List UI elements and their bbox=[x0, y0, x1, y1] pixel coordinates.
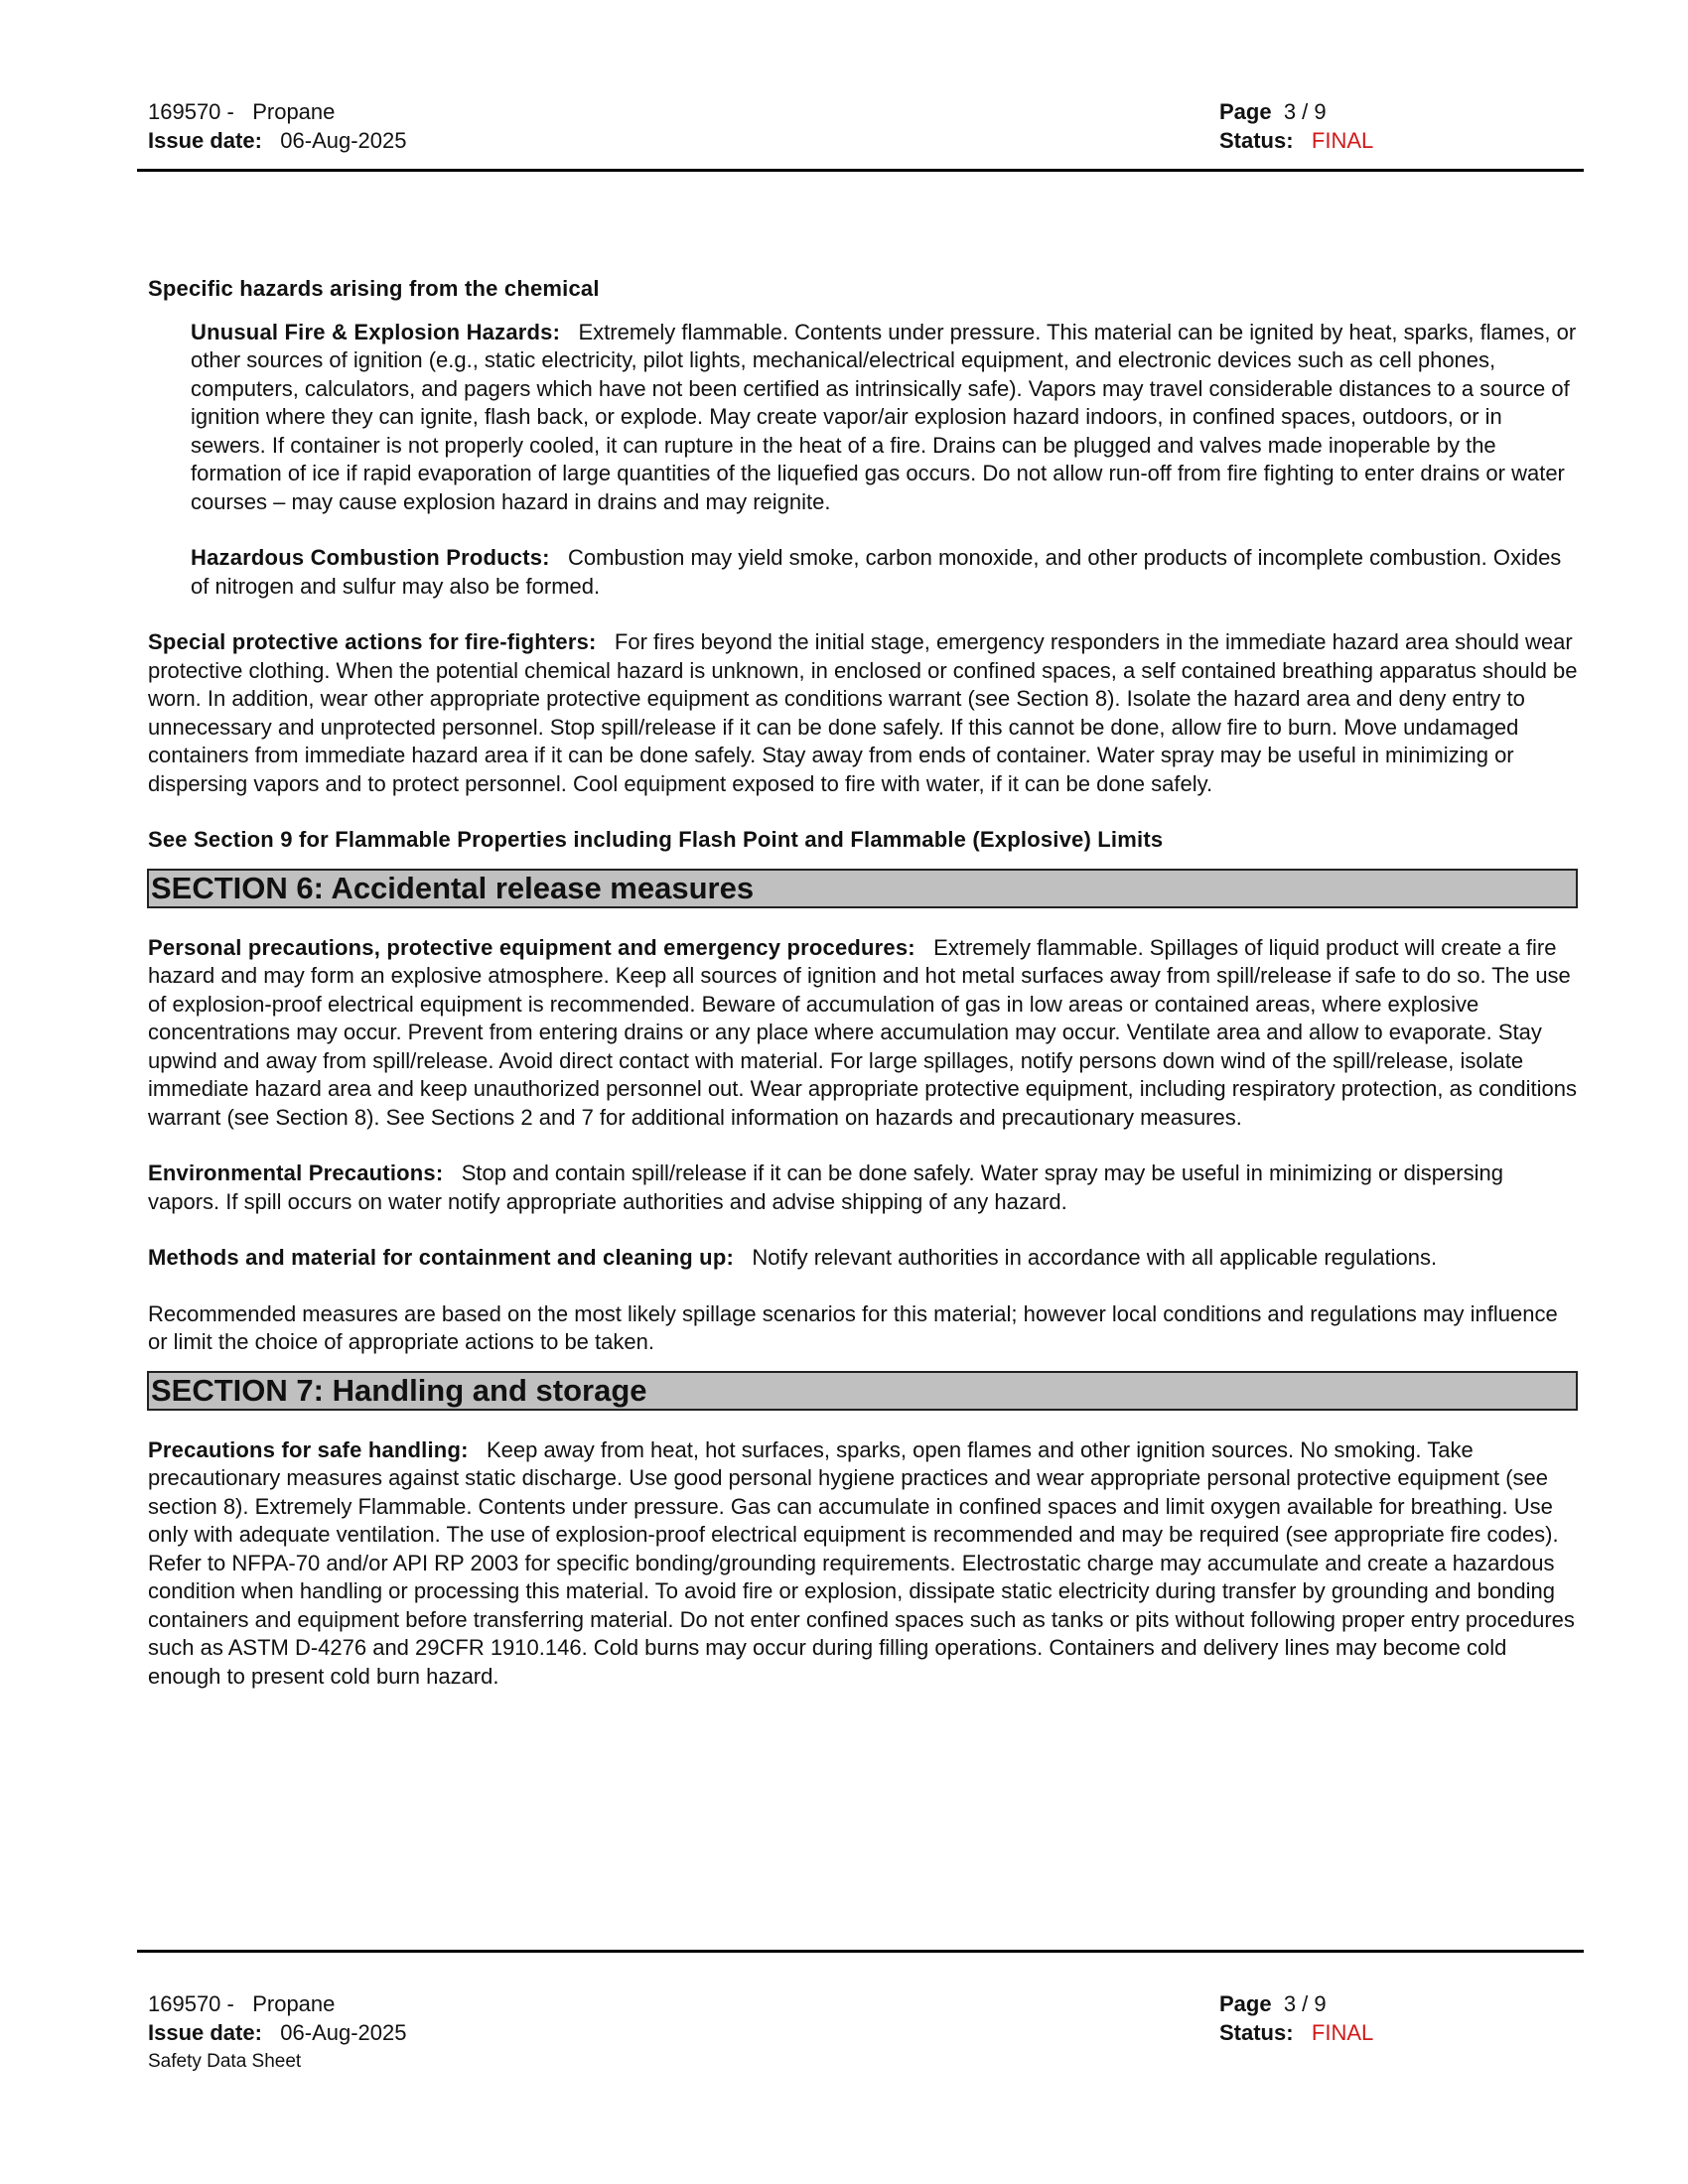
header-issue-line bbox=[148, 126, 407, 155]
containment-methods-paragraph bbox=[148, 1244, 1578, 1273]
combustion-products-paragraph bbox=[191, 544, 1578, 601]
safe-handling-label: Precautions for safe handling: bbox=[148, 1436, 469, 1462]
footer-status-label: Status: bbox=[1219, 2020, 1294, 2045]
personal-precautions-paragraph bbox=[148, 934, 1578, 1133]
footer-page-label: Page bbox=[1219, 1991, 1272, 2016]
safe-handling-text: Keep away from heat, hot surfaces, sparks, open flames and other ignition sources. No smoking. Take precautionary measures against static discharge. Use good personal hygiene practices and wear appropriate personal protective equipment (see section 8). Extremely Flammable. Contents under pressure. Gas can accumulate in confined spaces and limit oxygen available for breathing. Use only with adequate ventilation. The use of explosion-proof electrical equipment is recommended and may be required (see appropriate fire codes). Refer to NFPA-70 and/or API RP 2003 for specific bonding/grounding requirements. Electrostatic charge may accumulate and create a hazardous condition when handling or processing this material. To avoid fire or explosion, dissipate static electricity during transfer by grounding and bonding containers and equipment before transferring material. Do not enter confined spaces such as tanks or pits without following proper entry procedures such as ASTM D-4276 and 29CFR 1910.146. Cold burns may occur during filling operations. Containers and delivery lines may become cold enough to present cold burn hazard. bbox=[148, 1436, 1575, 1689]
header-product-line bbox=[148, 97, 407, 126]
footer-issue-line bbox=[148, 2018, 407, 2047]
footer-right bbox=[1219, 1989, 1373, 2047]
document-body bbox=[148, 275, 1578, 1718]
recommended-measures-paragraph: Recommended measures are based on the most likely spillage scenarios for this material; however local conditions and regulations may influence or limit the choice of appropriate actions to be taken. bbox=[148, 1300, 1558, 1354]
header-page-value: 3 / 9 bbox=[1283, 99, 1327, 124]
footer-status-value: FINAL bbox=[1311, 2020, 1374, 2045]
header-page-line bbox=[1219, 97, 1373, 126]
personal-precautions-text: Extremely flammable. Spillages of liquid product will create a fire hazard and may form an explosive atmosphere. Keep all sources of ignition and hot metal surfaces away from spill/release if safe to do so. The use of explosion-proof electrical equipment is recommended. Beware of accumulation of gas in low areas or contained areas, where explosive concentrations may occur. Prevent from entering drains or any place where accumulation may occur. Ventilate area and allow to evaporate. Stay upwind and away from spill/release. Avoid direct contact with material. For large spillages, notify persons down wind of the spill/release, isolate immediate hazard area and keep unauthorized personnel out. Wear appropriate protective equipment, including respiratory protection, as conditions warrant (see Section 8). See Sections 2 and 7 for additional information on hazards and precautionary measures. bbox=[148, 934, 1578, 1130]
footer-product-id: 169570 - bbox=[148, 1991, 234, 2016]
footer-product-line bbox=[148, 1989, 407, 2018]
footer-product-name: Propane bbox=[252, 1991, 336, 2016]
footer-issue-date: 06-Aug-2025 bbox=[280, 2020, 407, 2045]
safe-handling-paragraph bbox=[148, 1436, 1578, 1692]
header-status-line bbox=[1219, 126, 1373, 155]
footer-left bbox=[148, 1989, 407, 2076]
unusual-hazards-label: Unusual Fire & Explosion Hazards: bbox=[191, 319, 561, 344]
unusual-hazards-paragraph bbox=[191, 319, 1578, 517]
header-product-id: 169570 - bbox=[148, 99, 234, 124]
environmental-precautions-paragraph bbox=[148, 1160, 1578, 1216]
header-left bbox=[148, 97, 407, 155]
header-rule bbox=[137, 169, 1584, 172]
header-page-label: Page bbox=[1219, 99, 1272, 124]
firefighters-text: For fires beyond the initial stage, emergency responders in the immediate hazard area should wear protective clothing. When the potential chemical hazard is unknown, in enclosed or confined spaces, a self contained breathing apparatus should be worn. In addition, wear other appropriate protective equipment as conditions warrant (see Section 8). Isolate the hazard area and deny entry to unnecessary and unprotected personnel. Stop spill/release if it can be done safely. If this cannot be done, allow fire to burn. Move undamaged containers from immediate hazard area if it can be done safely. Stay away from ends of container. Water spray may be useful in minimizing or dispersing vapors and to protect personnel. Cool equipment exposed to fire with water, if it can be done safely. bbox=[148, 629, 1578, 796]
header-status-label: Status: bbox=[1219, 128, 1294, 153]
firefighters-label: Special protective actions for fire-fighters: bbox=[148, 629, 597, 654]
personal-precautions-label: Personal precautions, protective equipment and emergency procedures: bbox=[148, 934, 915, 960]
specific-hazards-heading: Specific hazards arising from the chemical bbox=[148, 276, 600, 301]
environmental-precautions-text: Stop and contain spill/release if it can be done safely. Water spray may be useful in minimizing or dispersing vapors. If spill occurs on water notify appropriate authorities and advise shipping of any hazard. bbox=[148, 1160, 1503, 1214]
firefighters-paragraph bbox=[148, 628, 1578, 798]
see-section9-note: See Section 9 for Flammable Properties including Flash Point and Flammable (Explosive) Limits bbox=[148, 827, 1164, 852]
environmental-precautions-label: Environmental Precautions: bbox=[148, 1160, 444, 1185]
footer-doc-type: Safety Data Sheet bbox=[148, 2051, 302, 2072]
footer-rule bbox=[137, 1950, 1584, 1953]
combustion-products-label: Hazardous Combustion Products: bbox=[191, 545, 550, 570]
footer-status-line bbox=[1219, 2018, 1373, 2047]
header-status-value: FINAL bbox=[1311, 128, 1374, 153]
header-product-name: Propane bbox=[252, 99, 336, 124]
combustion-products-text: Combustion may yield smoke, carbon monoxide, and other products of incomplete combustion. Oxides of nitrogen and sulfur may also be formed. bbox=[191, 545, 1562, 599]
footer-issue-label: Issue date: bbox=[148, 2020, 262, 2045]
header-issue-date: 06-Aug-2025 bbox=[280, 128, 407, 153]
header-right bbox=[1219, 97, 1373, 155]
header-issue-label: Issue date: bbox=[148, 128, 262, 153]
footer-page-value: 3 / 9 bbox=[1283, 1991, 1327, 2016]
containment-methods-label: Methods and material for containment and cleaning up: bbox=[148, 1245, 734, 1270]
section-7-title: SECTION 7: Handling and storage bbox=[147, 1371, 1578, 1411]
section-6-title: SECTION 6: Accidental release measures bbox=[147, 869, 1578, 908]
containment-methods-text: Notify relevant authorities in accordance with all applicable regulations. bbox=[752, 1245, 1438, 1270]
footer-page-line bbox=[1219, 1989, 1373, 2018]
unusual-hazards-text: Extremely flammable. Contents under pressure. This material can be ignited by heat, sparks, flames, or other sources of ignition (e.g., static electricity, pilot lights, mechanical/electrical equipment, and electronic devices such as cell phones, computers, calculators, and pagers which have not been certified as intrinsically safe). Vapors may travel considerable distances to a source of ignition where they can ignite, flash back, or explode. May create vapor/air explosion hazard indoors, in confined spaces, outdoors, or in sewers. If container is not properly cooled, it can rupture in the heat of a fire. Drains can be plugged and valves made inoperable by the formation of ice if rapid evaporation of large quantities of the liquefied gas occurs. Do not allow run-off from fire fighting to enter drains or water courses – may cause explosion hazard in drains and may reignite. bbox=[191, 319, 1577, 514]
